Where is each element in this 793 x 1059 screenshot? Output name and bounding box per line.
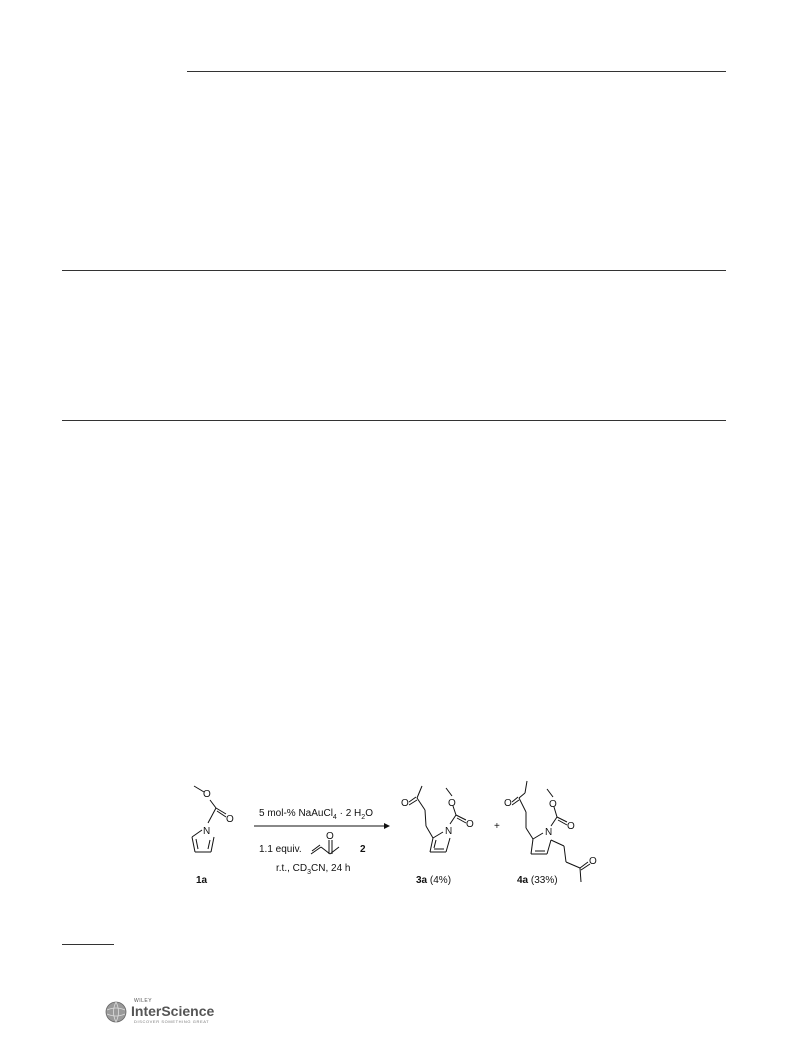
reagent-text: 5 mol-% NaAuCl$_4$ · 2 $H_2O$ (259, 808, 373, 821)
structure-2 (311, 831, 339, 854)
svg-text:O: O (203, 789, 211, 800)
svg-text:N: N (445, 826, 453, 837)
svg-text:O: O (401, 798, 409, 809)
plus-sign: + (494, 821, 500, 832)
equiv-label: 1.1 equiv. (259, 844, 302, 855)
structure-1a (192, 786, 234, 852)
arrow-head (384, 823, 390, 829)
svg-text:O: O (589, 856, 597, 867)
structure-3a (401, 786, 474, 852)
compound-label-4a: 4a (33%) (517, 875, 558, 886)
svg-text:N: N (203, 826, 211, 837)
svg-text:N: N (545, 827, 553, 838)
svg-text:O: O (567, 821, 575, 832)
svg-text:O: O (549, 799, 557, 810)
top-rule (187, 71, 726, 72)
svg-text:O: O (226, 814, 234, 825)
compound-label-1a: 1a (196, 875, 208, 886)
publisher-small: WILEY (134, 998, 153, 1004)
publisher-brand: InterScience (131, 1003, 215, 1019)
compound-label-3a: 3a (4%) (416, 875, 452, 886)
section-rule-2 (62, 420, 726, 421)
svg-text:O: O (448, 798, 456, 809)
globe-icon (104, 1000, 128, 1024)
reaction-scheme (160, 760, 620, 900)
structure-4a (504, 781, 597, 882)
svg-text:O: O (466, 819, 474, 830)
conditions-text: r.t., $CD_3CN$, 24 h (276, 863, 351, 876)
footnote-rule (62, 944, 114, 945)
svg-text:O: O (504, 798, 512, 809)
publisher-logo (104, 998, 224, 1026)
enone-number: 2 (360, 844, 366, 855)
section-rule-1 (62, 270, 726, 271)
svg-text:O: O (326, 831, 334, 842)
publisher-tagline: DISCOVER SOMETHING GREAT (134, 1019, 210, 1024)
